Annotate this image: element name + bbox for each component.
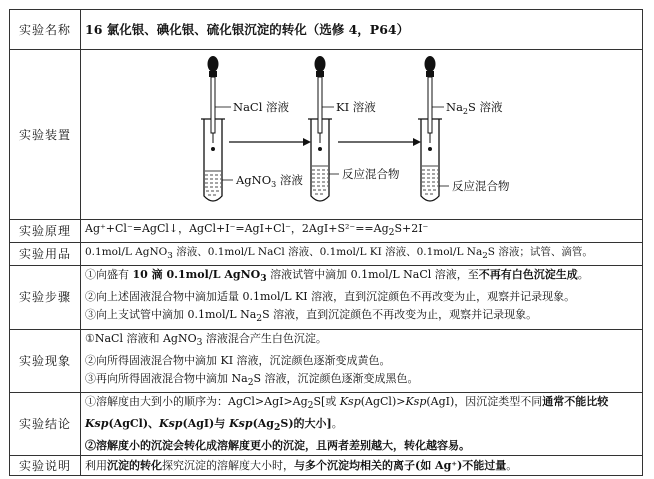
row-steps bbox=[10, 266, 643, 329]
phenomenon-3: ③再向所得固液混合物中滴加 $Na_2S$ 溶液，沉淀颜色逐渐变成黑色。 bbox=[85, 371, 419, 389]
apparatus-diagram-cell bbox=[81, 50, 643, 220]
step-2: ②向上述固液混合物中滴加适量 0.1mol/L KI 溶液，直到沉淀颜色不再改变为止，观察并记录现象。 bbox=[85, 290, 576, 304]
step-3: ③向上支试管中滴加 0.1mol/L $Na_2S$ 溶液，直到沉淀颜色不再改变为止，观察并记录现象。 bbox=[85, 308, 538, 325]
row-apparatus bbox=[10, 50, 643, 220]
steps-text bbox=[81, 266, 643, 329]
label-phenomena: 实验现象 bbox=[10, 329, 81, 392]
dropper-1 bbox=[208, 56, 219, 151]
principle-text: Ag⁺+Cl⁻=AgCl↓，AgCl+I⁻=AgI+Cl⁻，$2AgI+S^{2-}==Ag_2S+2I^-$ bbox=[81, 220, 643, 243]
label-experiment-name: 实验名称 bbox=[10, 10, 81, 50]
notes-text: 利用沉淀的转化探究沉淀的溶解度大小时，与多个沉淀均相关的离子(如 Ag⁺)不能过量。 bbox=[81, 456, 643, 476]
experiment-title: 16 氯化银、碘化银、硫化银沉淀的转化（选修 4，P64） bbox=[81, 10, 643, 50]
phenomenon-2: ②向所得固液混合物中滴加 KI 溶液，沉淀颜色逐渐变成黄色。 bbox=[85, 353, 391, 367]
tube-3-label: 反应混合物 bbox=[452, 179, 510, 193]
arrow-1 bbox=[229, 138, 311, 146]
tube-1-label: AgNO$_3$ 溶液 bbox=[236, 173, 303, 189]
row-conclusion bbox=[10, 393, 643, 456]
label-steps: 实验步骤 bbox=[10, 266, 81, 329]
dropper-3-label: $Na_2S$ 溶液 bbox=[446, 100, 503, 116]
phenomena-text bbox=[81, 329, 643, 392]
label-conclusion: 实验结论 bbox=[10, 393, 81, 456]
conclusion-1: ①溶解度由大到小的顺序为：$AgCl>AgI>Ag_2S$[或 Ksp(AgCl)>Ksp(AgI)，因沉淀类型不同通常不能比较 Ksp(AgCl)、Ksp(AgI)与 $Ksp(Ag_2S)$的大小]。 bbox=[85, 395, 609, 434]
tube-2-label: 反应混合物 bbox=[342, 167, 400, 181]
row-materials bbox=[10, 243, 643, 266]
label-notes: 实验说明 bbox=[10, 456, 81, 476]
dropper-1-label: NaCl 溶液 bbox=[233, 100, 290, 114]
row-phenomena bbox=[10, 329, 643, 392]
row-principle bbox=[10, 220, 643, 243]
label-materials: 实验用品 bbox=[10, 243, 81, 266]
dropper-2-label: KI 溶液 bbox=[336, 100, 376, 114]
label-apparatus: 实验装置 bbox=[10, 50, 81, 220]
arrow-2 bbox=[338, 138, 421, 146]
label-principle: 实验原理 bbox=[10, 220, 81, 243]
row-experiment-name bbox=[10, 10, 643, 50]
materials-text: 0.1mol/L AgNO$_3$ 溶液、0.1mol/L NaCl 溶液、0.1mol/L KI 溶液、0.1mol/L $Na_2S$ 溶液；试管、滴管。 bbox=[81, 243, 643, 266]
step-1: ①向盛有 10 滴 0.1mol/L AgNO$_3$ 溶液试管中滴加 0.1mol/L NaCl 溶液，至不再有白色沉淀生成。 bbox=[85, 268, 589, 285]
conclusion-text bbox=[81, 393, 643, 456]
apparatus-diagram bbox=[81, 50, 641, 213]
experiment-table bbox=[9, 9, 643, 476]
conclusion-2: ②溶解度小的沉淀会转化成溶解度更小的沉淀，且两者差别越大，转化越容易。 bbox=[85, 439, 470, 453]
dropper-3 bbox=[425, 56, 436, 151]
phenomenon-1: ①NaCl 溶液和 AgNO$_3$ 溶液混合产生白色沉淀。 bbox=[85, 331, 327, 348]
dropper-2 bbox=[315, 56, 326, 151]
row-notes bbox=[10, 456, 643, 476]
